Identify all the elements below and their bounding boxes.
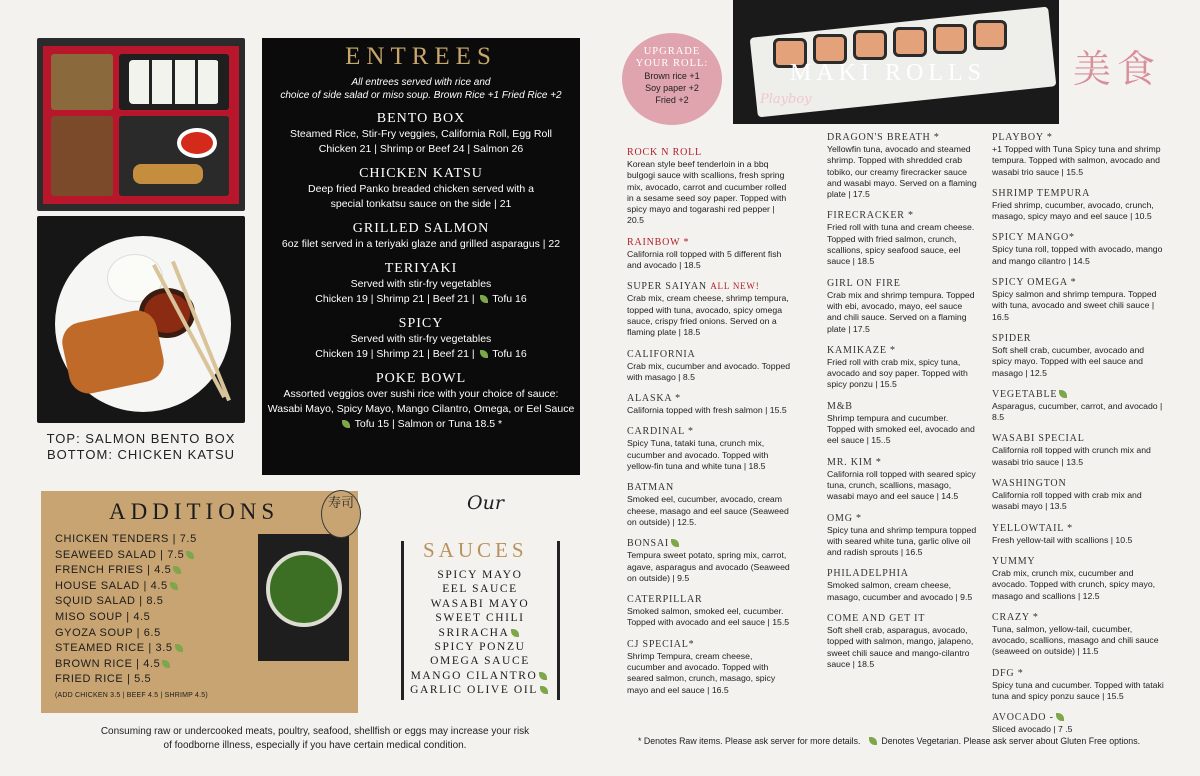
addition-item xyxy=(55,610,208,626)
menu-item-name xyxy=(627,392,792,405)
entrees-title: ENTREES xyxy=(345,43,497,70)
sauce-item xyxy=(405,568,555,582)
maki-column-1 xyxy=(627,146,792,705)
menu-item-name xyxy=(827,612,977,625)
menu-item xyxy=(827,512,977,559)
entree-price xyxy=(262,347,580,362)
menu-item xyxy=(627,280,792,338)
menu-item-title: RAINBOW * xyxy=(627,236,690,248)
sauce-item xyxy=(405,640,555,654)
entree-desc: Served with stir-fry vegetables xyxy=(350,278,492,290)
upgrade-roll-badge xyxy=(622,33,722,125)
entree-desc: 6oz filet served in a teriyaki glaze and grilled asparagus | 22 xyxy=(281,238,561,250)
menu-item-desc: Smoked salmon, cream cheese, masago, cucumber and avocado | 9.5 xyxy=(827,580,973,602)
menu-footnote xyxy=(638,736,1140,746)
menu-item-name xyxy=(992,711,1164,724)
raw-items-note: * Denotes Raw items. Please ask server for more details. xyxy=(638,736,861,746)
menu-item xyxy=(992,711,1164,735)
entree-name: CHICKEN KATSU xyxy=(359,166,483,181)
menu-item-name xyxy=(627,481,792,494)
menu-item-title: WASHINGTON xyxy=(992,478,1067,490)
entrees-note xyxy=(262,76,580,102)
vegetarian-leaf-icon xyxy=(1056,713,1064,721)
menu-item-title: YUMMY xyxy=(992,555,1036,567)
menu-item-desc: Fresh yellow-tail with scallions | 10.5 xyxy=(992,534,1133,545)
menu-item-name xyxy=(992,522,1164,535)
entree-desc: Wasabi Mayo, Spicy Mayo, Mango Cilantro, Omega, or Eel Sauce xyxy=(267,403,575,415)
menu-item-title: BATMAN xyxy=(627,482,675,494)
menu-item-desc: Fried roll with tuna and cream cheese. Topped with fried salmon, crunch, scallions, spicy seafood sauce, eel sauce | 18.5 xyxy=(827,222,975,267)
addition-text: GYOZA SOUP | 6.5 xyxy=(55,626,161,639)
new-item-badge: ALL NEW! xyxy=(710,281,760,292)
menu-item-title: CRAZY * xyxy=(992,611,1039,623)
menu-item-desc: Crab mix, crunch mix, cucumber and avocado. Topped with crunch, spicy mayo, masago and scallions | 12.5 xyxy=(992,567,1156,601)
menu-item-desc: Fried roll with crab mix, spicy tuna, avocado and soy paper. Topped with spicy ponzu | 15.5 xyxy=(827,356,968,390)
menu-item xyxy=(992,388,1164,424)
vegetarian-leaf-icon xyxy=(170,582,178,590)
menu-item-name xyxy=(992,231,1164,244)
menu-item-title: PHILADELPHIA xyxy=(827,568,909,580)
menu-item-desc: California topped with fresh salmon | 15.5 xyxy=(627,405,787,416)
sauce-item xyxy=(405,683,555,697)
additions-title: ADDITIONS xyxy=(109,499,280,524)
menu-item-name xyxy=(827,456,977,469)
menu-item xyxy=(627,638,792,696)
menu-item-title: CARDINAL * xyxy=(627,426,694,438)
menu-item-name xyxy=(627,638,792,651)
menu-item-name xyxy=(627,593,792,606)
vegetarian-leaf-icon xyxy=(342,420,350,428)
menu-item xyxy=(992,131,1164,178)
upgrade-option: Brown rice +1 xyxy=(644,71,700,81)
maki-column-2 xyxy=(827,131,977,679)
menu-item xyxy=(627,481,792,528)
sauce-name: SWEET CHILI xyxy=(435,612,525,625)
entrees-note-line-1: All entrees served with rice and xyxy=(351,77,491,88)
menu-item xyxy=(992,187,1164,223)
menu-item-desc: Korean style beef tenderloin in a bbq bulgogi sauce with scallions, fresh spring mix, avocado, carrot and cucumber rolled in a sesame seed soy paper. Topped with spicy mayo and togarashi red pepper | 20.5 xyxy=(627,159,787,226)
menu-item-title: ROCK N ROLL xyxy=(627,147,702,158)
menu-item-name xyxy=(827,400,977,413)
menu-item-name xyxy=(992,611,1164,624)
menu-item xyxy=(992,332,1164,379)
entree-price-tofu: Tofu 16 xyxy=(492,293,527,305)
menu-item-name xyxy=(992,276,1164,289)
menu-item xyxy=(827,400,977,447)
maki-script: Playboy xyxy=(760,92,812,107)
addition-item xyxy=(55,626,208,642)
menu-item-desc: Spicy tuna and cucumber. Topped with tataki tuna and spicy ponzu sauce | 15.5 xyxy=(992,679,1164,702)
menu-item xyxy=(627,392,792,416)
addition-text: SQUID SALAD | 8.5 xyxy=(55,595,164,608)
addition-text: FRIED RICE | 5.5 xyxy=(55,673,152,686)
vegetarian-leaf-icon xyxy=(869,737,877,745)
entree-price xyxy=(262,417,580,432)
menu-item-name xyxy=(827,277,977,290)
addition-text: STEAMED RICE | 3.5 xyxy=(55,642,173,655)
menu-item-name xyxy=(827,209,977,222)
menu-item xyxy=(827,567,977,603)
addition-text: SEAWEED SALAD | 7.5 xyxy=(55,548,185,561)
entree-desc: Steamed Rice, Stir-Fry veggies, California Roll, Egg Roll xyxy=(289,128,552,140)
menu-item-title: ALASKA * xyxy=(627,393,681,405)
menu-item-title: AVOCADO - xyxy=(992,712,1054,724)
vegetarian-leaf-icon xyxy=(173,566,181,574)
menu-item-desc: Yellowfin tuna, avocado and steamed shrimp. Topped with shredded crab tobiko, our creamy firecracker sauce and wasabi mayo. Served on a flaming plate | 17.5 xyxy=(827,144,977,200)
menu-item-desc: Spicy salmon and shrimp tempura. Topped with tuna, avocado and sweet chili sauce | 16.5 xyxy=(992,289,1157,322)
menu-item-title: PLAYBOY * xyxy=(992,132,1053,143)
addition-text: CHICKEN TENDERS | 7.5 xyxy=(55,533,197,545)
vegetarian-leaf-icon xyxy=(162,660,170,668)
entree-name: SPICY xyxy=(398,316,444,331)
sauce-item xyxy=(405,626,555,640)
menu-item xyxy=(627,348,792,384)
menu-item-desc: Spicy tuna and shrimp tempura topped with seared white tuna, garlic olive oil and radish sprouts | 16.5 xyxy=(827,524,977,558)
menu-item-desc: Smoked salmon, smoked eel, cucumber. Topped with avocado and eel sauce | 15.5 xyxy=(627,606,790,628)
entree-price-main: Chicken 19 | Shrimp 21 | Beef 21 | xyxy=(315,293,475,305)
menu-item xyxy=(992,667,1164,703)
sauces-right-divider xyxy=(557,541,560,700)
maki-column-3 xyxy=(992,131,1164,745)
menu-item-desc: Crab mix, cream cheese, shrimp tempura, topped with tuna, avocado, spicy omega sauce, crispy fried onions. Served on a flaming plate | 18.5 xyxy=(627,293,789,338)
vegetarian-leaf-icon xyxy=(480,295,488,303)
menu-item xyxy=(992,522,1164,546)
entree-desc: Deep fried Panko breaded chicken served with a xyxy=(308,183,534,195)
addition-item xyxy=(55,548,208,564)
menu-item-title: CATERPILLAR xyxy=(627,594,703,606)
menu-item xyxy=(827,456,977,503)
upgrade-option: Soy paper +2 xyxy=(645,83,699,93)
menu-item xyxy=(627,146,792,227)
entree-desc: Served with stir-fry vegetables xyxy=(350,333,492,345)
menu-item-name xyxy=(992,187,1164,200)
menu-item-desc: Spicy tuna roll, topped with avocado, mango and mango cilantro | 14.5 xyxy=(992,244,1163,266)
menu-item-desc: +1 Topped with Tuna Spicy tuna and shrimp tempura. Topped with salmon, avocado and wasabi trio sauce | 15.5 xyxy=(992,144,1161,177)
addition-item xyxy=(55,594,208,610)
kanji-heading: 美食 xyxy=(1073,47,1162,91)
menu-item-title: YELLOWTAIL * xyxy=(992,522,1073,534)
bento-box-photo xyxy=(37,38,245,211)
sauce-name: MANGO CILANTRO xyxy=(410,669,538,682)
seaweed-salad-photo xyxy=(258,534,349,661)
menu-item-title: COME AND GET IT xyxy=(827,613,926,625)
sauce-name: WASABI MAYO xyxy=(430,597,530,610)
sauce-item xyxy=(405,654,555,668)
sauces-left-divider xyxy=(401,541,404,700)
sauce-item xyxy=(405,582,555,596)
additions-footnote: (ADD CHICKEN 3.5 | BEEF 4.5 | SHRIMP 4.5) xyxy=(55,691,208,699)
menu-item-desc: Soft shell crab, asparagus, avocado, topped with salmon, mango, jalapeno, sweet chili sauce and mango-cilantro sauce | 18.5 xyxy=(827,625,974,669)
menu-item-title: CJ SPECIAL* xyxy=(627,638,695,650)
menu-item-title: KAMIKAZE * xyxy=(827,344,896,356)
menu-item xyxy=(827,277,977,335)
menu-item-title: MR. KIM * xyxy=(827,456,882,468)
addition-item xyxy=(55,579,208,595)
menu-item-desc: Smoked eel, cucumber, avocado, cream cheese, masago and eel sauce (Seaweed on outside) | 12.5. xyxy=(627,494,789,527)
menu-item-title: SPICY OMEGA * xyxy=(992,277,1077,289)
entree-price xyxy=(262,292,580,307)
vegetarian-leaf-icon xyxy=(671,539,679,547)
photo-caption-top: TOP: SALMON BENTO BOX xyxy=(46,431,236,446)
addition-text: FRENCH FRIES | 4.5 xyxy=(55,564,172,577)
menu-item-name xyxy=(992,432,1164,445)
menu-item-title: SUPER SAIYAN xyxy=(627,281,707,293)
sushi-stamp-logo: 寿司 xyxy=(321,490,361,538)
sauce-item xyxy=(405,611,555,625)
menu-item xyxy=(627,236,792,272)
vegetarian-leaf-icon xyxy=(186,551,194,559)
upgrade-option: Fried +2 xyxy=(655,95,689,105)
menu-item-name xyxy=(992,555,1164,568)
additions-list xyxy=(55,532,208,704)
menu-item-name xyxy=(627,425,792,438)
entree-desc: Assorted veggios over sushi rice with your choice of sauce: xyxy=(283,388,559,400)
vegetarian-leaf-icon xyxy=(511,629,519,637)
maki-rolls-title: MAKI ROLLS xyxy=(790,60,987,86)
entree-grilled-salmon xyxy=(262,220,580,252)
entree-name: TERIYAKI xyxy=(384,261,458,276)
menu-item-title: SPIDER xyxy=(992,332,1032,344)
menu-item-desc: Sliced avocado | 7 .5 xyxy=(992,724,1073,735)
upgrade-title-1: UPGRADE xyxy=(643,46,701,57)
menu-item xyxy=(827,344,977,391)
entree-price-tofu: Tofu 15 | Salmon or Tuna 18.5 * xyxy=(354,418,503,430)
vegetarian-note: Denotes Vegetarian. Please ask server about Gluten Free options. xyxy=(881,736,1141,746)
menu-item-name xyxy=(992,667,1164,680)
vegetarian-leaf-icon xyxy=(1059,390,1067,398)
menu-item-title: DFG * xyxy=(992,667,1024,679)
menu-item-title: SHRIMP TEMPURA xyxy=(992,187,1091,199)
menu-item-name xyxy=(827,567,977,580)
menu-item-desc: California roll topped with 5 different fish and avocado | 18.5 xyxy=(627,248,782,271)
vegetarian-leaf-icon xyxy=(480,350,488,358)
menu-item-desc: Shrimp tempura and cucumber. Topped with smoked eel, avocado and eel sauce | 15..5 xyxy=(827,412,975,446)
menu-item xyxy=(992,231,1164,267)
sauce-name: OMEGA SAUCE xyxy=(430,655,530,668)
menu-item-desc: Crab mix and shrimp tempura. Topped with ebi, avocado, mayo, eel sauce and chili sauce. Served on a flaming plate | 17.5 xyxy=(827,289,975,334)
entree-poke-bowl xyxy=(262,370,580,432)
entree-bento-box xyxy=(262,110,580,157)
sauce-name: GARLIC OLIVE OIL xyxy=(410,684,538,697)
sauce-item xyxy=(405,597,555,611)
sauce-name: SPICY PONZU xyxy=(434,641,526,654)
menu-item-desc: California roll topped with crab mix and wasabi mayo | 13.5 xyxy=(992,490,1142,512)
food-safety-warning: Consuming raw or undercooked meats, poultry, seafood, shellfish or eggs may increase your risk of foodborne illness, especially if you have certain medical condition. xyxy=(100,726,530,751)
menu-item-name xyxy=(627,236,792,249)
menu-item-title: OMG * xyxy=(827,512,862,524)
menu-item-name xyxy=(627,280,792,293)
menu-item-desc: Soft shell crab, cucumber, avocado and spicy mayo. Topped with eel sauce and masago | 12.5 xyxy=(992,344,1145,378)
entree-name: POKE BOWL xyxy=(375,371,467,386)
menu-item xyxy=(992,477,1164,513)
menu-item-name xyxy=(827,131,977,144)
entree-spicy xyxy=(262,315,580,362)
addition-text: HOUSE SALAD | 4.5 xyxy=(55,579,168,592)
photo-caption-bottom: BOTTOM: CHICKEN KATSU xyxy=(46,447,236,462)
entrees-panel xyxy=(262,38,580,475)
menu-item-name xyxy=(992,388,1164,401)
menu-item xyxy=(992,611,1164,658)
menu-item-desc: Asparagus, cucumber, carrot, and avocado | 8.5 xyxy=(992,400,1163,423)
sauce-item xyxy=(405,669,555,683)
menu-item xyxy=(627,537,792,584)
entree-teriyaki xyxy=(262,260,580,307)
menu-item-desc: Crab mix, cucumber and avocado. Topped with masago | 8.5 xyxy=(627,360,791,382)
menu-item xyxy=(627,425,792,472)
menu-item-title: GIRL ON FIRE xyxy=(827,277,901,289)
menu-item xyxy=(992,276,1164,323)
sauce-name: SRIRACHA xyxy=(438,626,510,639)
menu-item-title: VEGETABLE xyxy=(992,388,1058,400)
menu-item xyxy=(827,131,977,200)
menu-item-title: DRAGON'S BREATH * xyxy=(827,132,940,143)
addition-item xyxy=(55,672,208,688)
menu-item-name xyxy=(827,344,977,357)
menu-item-name xyxy=(992,332,1164,345)
addition-item xyxy=(55,657,208,673)
vegetarian-leaf-icon xyxy=(175,644,183,652)
addition-item xyxy=(55,532,208,548)
additions-panel xyxy=(41,491,358,713)
sauce-name: SPICY MAYO xyxy=(437,569,523,581)
menu-item-name xyxy=(627,348,792,361)
entree-chicken-katsu xyxy=(262,165,580,212)
vegetarian-leaf-icon xyxy=(540,686,548,694)
menu-item xyxy=(627,593,792,629)
menu-item-name xyxy=(827,512,977,525)
menu-item-title: BONSAI xyxy=(627,538,670,550)
menu-item-title: WASABI SPECIAL xyxy=(992,433,1085,445)
vegetarian-leaf-icon xyxy=(539,672,547,680)
menu-item-title: M&B xyxy=(827,400,853,412)
menu-item xyxy=(827,612,977,670)
menu-item-desc: California roll topped with seared spicy tuna, crunch, scallions, masago, wasabi mayo and eel sauce | 14.5 xyxy=(827,468,976,502)
menu-item-title: CALIFORNIA xyxy=(627,348,696,360)
menu-item-desc: Fried shrimp, cucumber, avocado, crunch, masago, spicy mayo and eel sauce | 10.5 xyxy=(992,199,1154,222)
menu-item xyxy=(992,555,1164,602)
entree-price: Chicken 21 | Shrimp or Beef 24 | Salmon 26 xyxy=(318,143,524,155)
menu-item-name xyxy=(627,146,792,159)
menu-item-title: SPICY MANGO* xyxy=(992,232,1075,244)
menu-item xyxy=(992,432,1164,468)
addition-text: BROWN RICE | 4.5 xyxy=(55,657,161,670)
menu-item-desc: Spicy Tuna, tataki tuna, crunch mix, cucumber and avocado. Topped with yellow-fin tuna and white tuna | 18.5 xyxy=(627,438,769,472)
entree-name: GRILLED SALMON xyxy=(352,221,490,236)
menu-item-desc: Shrimp Tempura, cream cheese, cucumber and avocado. Topped with seared salmon, crunch, masago, spicy mayo and eel sauce | 16.5 xyxy=(627,650,776,695)
sauces-list xyxy=(405,568,555,698)
chicken-katsu-photo xyxy=(37,216,245,423)
entree-price-main: Chicken 19 | Shrimp 21 | Beef 21 | xyxy=(315,348,475,360)
sauces-script: Our xyxy=(467,492,504,514)
addition-item xyxy=(55,563,208,579)
menu-item-name xyxy=(627,537,792,550)
upgrade-title-2: YOUR ROLL: xyxy=(635,58,709,69)
entree-desc: special tonkatsu sauce on the side | 21 xyxy=(330,198,512,210)
addition-item xyxy=(55,641,208,657)
entree-price-tofu: Tofu 16 xyxy=(492,348,527,360)
menu-item-desc: California roll topped with crunch mix and wasabi trio sauce | 13.5 xyxy=(992,445,1151,467)
sauces-title: SAUCES xyxy=(423,538,528,562)
addition-text: MISO SOUP | 4.5 xyxy=(55,610,151,623)
menu-item-desc: Tempura sweet potato, spring mix, carrot, agave, asparagus and avocado (Seaweed on outside) | 9.5 xyxy=(627,550,790,583)
menu-item xyxy=(827,209,977,267)
menu-item-desc: Tuna, salmon, yellow-tail, cucumber, avocado, scallions, masago and chili sauce (seaweed on outside) | 11.5 xyxy=(992,623,1159,657)
entrees-note-line-2: choice of side salad or miso soup. Brown Rice +1 Fried Rice +2 xyxy=(280,90,562,101)
menu-item-title: FIRECRACKER * xyxy=(827,210,914,222)
menu-item-name xyxy=(992,131,1164,144)
sauce-name: EEL SAUCE xyxy=(442,583,518,596)
entree-name: BENTO BOX xyxy=(376,111,466,126)
menu-item-name xyxy=(992,477,1164,490)
